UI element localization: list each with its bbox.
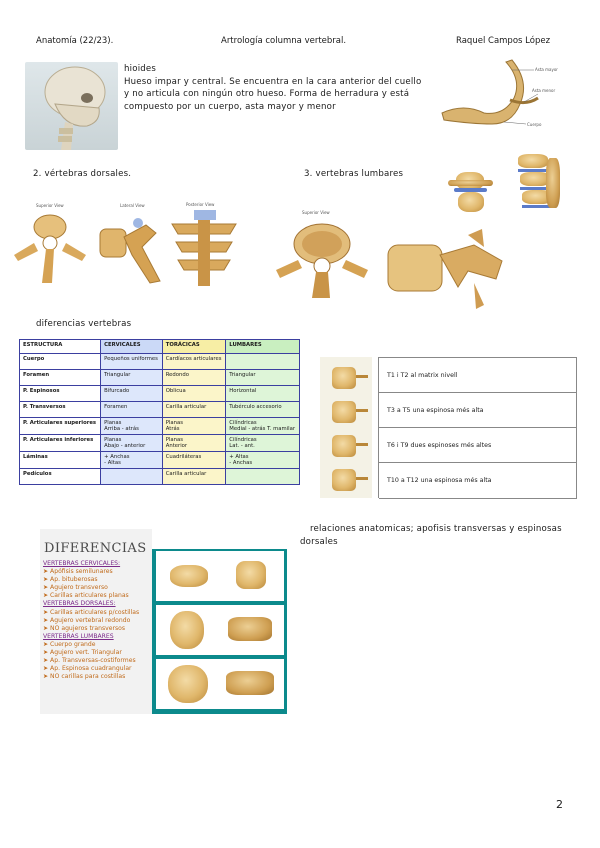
table-cell: Triangular <box>226 370 300 386</box>
thoracic-row: T3 a T5 una espinosa més alta <box>379 393 577 428</box>
thoracic-row: T10 a T12 una espinosa més alta <box>379 463 577 499</box>
differences-item: ➤ Carillas articulares p/costillas <box>43 608 140 616</box>
table-row <box>20 370 300 386</box>
differences-title: DIFERENCIAS <box>44 541 147 556</box>
table-cell <box>101 469 163 485</box>
differences-item: ➤ Agujero transverso <box>43 584 108 592</box>
section-dorsal-title: 2. vértebras dorsales. <box>33 169 132 179</box>
table-cell <box>226 469 300 485</box>
differences-heading: VERTEBRAS LUMBARES <box>43 632 114 640</box>
table-cell: Planas Arriba - atrás <box>101 418 163 435</box>
lumbar-small-image-2 <box>512 152 562 218</box>
header-right: Raquel Campos López <box>456 36 551 46</box>
dorsal-superior-image <box>12 203 88 285</box>
table-header: LUMBARES <box>226 340 300 354</box>
dorsal-lateral-image <box>96 203 162 285</box>
hyoid-title: hioides <box>124 64 157 74</box>
dorsal-images <box>156 605 284 655</box>
differences-heading: VERTEBRAS DORSALES: <box>43 600 116 608</box>
lumbar-lateral-image <box>384 225 504 315</box>
thoracic-row: T6 i T9 dues espinoses més altes <box>379 428 577 463</box>
differences-item: ➤ Ap. bituberosas <box>43 576 98 584</box>
table-cell: Planas Abajo - anterior <box>101 435 163 452</box>
differences-images-panel <box>152 549 287 714</box>
table-cell: Redondo <box>162 370 226 386</box>
thoracic-spine-image <box>320 357 372 498</box>
table-cell: Pequeños uniformes <box>101 354 163 370</box>
table-cell: Cilíndricas Lat. - ant. <box>226 435 300 452</box>
hyoid-bone-image <box>434 58 567 138</box>
dorsal-caption-superior: Superior View <box>36 203 64 208</box>
table-cell: Tubérculo accesorio <box>226 402 300 418</box>
table-cell: Cilíndricas Medial - atrás T. mamilar <box>226 418 300 435</box>
differences-item: ➤ Agujero vertebral redondo <box>43 616 131 624</box>
differences-item: ➤ Ap. Espinosa cuadrangular <box>43 665 132 673</box>
table-cell: + Altas - Anchas <box>226 452 300 469</box>
header-left: Anatomía (22/23). <box>36 36 114 46</box>
hyoid-caption-lesser-horn: Asta menor <box>532 88 556 93</box>
page-number: 2 <box>556 798 563 811</box>
table-row <box>20 402 300 418</box>
table-cell: Carilla articular <box>162 469 226 485</box>
table-cell: Oblicua <box>162 386 226 402</box>
vertebrae-comparison-table <box>19 339 300 485</box>
table-cell: Planas Atrás <box>162 418 226 435</box>
cervical-images <box>156 551 284 601</box>
differences-list <box>43 560 155 681</box>
table-cell: Planas Anterior <box>162 435 226 452</box>
table-cell: Foramen <box>101 402 163 418</box>
section-lumbar-title: 3. vertebras lumbares <box>304 169 404 179</box>
dorsal-posterior-image <box>166 200 242 286</box>
differences-heading: VERTEBRAS CERVICALES: <box>43 560 121 567</box>
differences-item: ➤ Cuerpo grande <box>43 640 96 648</box>
differences-item: ➤ Agujero vert. Triangular <box>43 649 122 657</box>
table-cell: Láminas <box>20 452 101 469</box>
header-center: Artrología columna vertebral. <box>221 36 347 46</box>
differences-item: ➤ NO carillas para costillas <box>43 673 126 681</box>
dorsal-caption-lateral: Lateral View <box>120 203 145 208</box>
table-row <box>20 469 300 485</box>
table-cell: Cuerpo <box>20 354 101 370</box>
differences-item: ➤ Carillas articulares planas <box>43 592 129 600</box>
table-row <box>20 452 300 469</box>
dorsal-caption-posterior: Posterior View <box>186 202 215 207</box>
table-cell: P. Articulares superiores <box>20 418 101 435</box>
skull-image <box>25 62 118 150</box>
table-row <box>20 354 300 370</box>
hyoid-description: Hueso impar y central. Se encuentra en la cara anterior del cuello y no articula con ningún otro hueso. Forma de herradura y está compuesto por un cuerpo, asta mayor y menor <box>124 76 422 112</box>
lumbar-superior-image <box>272 210 372 300</box>
table-cell: Triangular <box>101 370 163 386</box>
hyoid-caption-greater-horn: Asta mayor <box>535 67 558 72</box>
differences-item: ➤ Apófisis semilunares <box>43 568 113 576</box>
table-cell: Cuadriláteras <box>162 452 226 469</box>
thoracic-spinous-table <box>378 357 577 498</box>
table-row <box>20 435 300 452</box>
thoracic-row: T1 i T2 al matrix nivell <box>379 358 577 393</box>
table-header: ESTRUCTURA <box>20 340 101 354</box>
table-header: CERVICALES <box>101 340 163 354</box>
table-row <box>20 418 300 435</box>
section-relations-title: relaciones anatomicas; apofisis transversas y espinosas dorsales <box>300 524 562 547</box>
table-cell: P. Transversos <box>20 402 101 418</box>
differences-item: ➤ NO agujeros transversos <box>43 624 126 632</box>
table-cell: P. Articulares inferiores <box>20 435 101 452</box>
table-cell: Pedículos <box>20 469 101 485</box>
lumbar-caption-superior: Superior View <box>302 210 330 215</box>
section-differences-title: diferencias vertebras <box>36 319 132 329</box>
table-cell: Bífurcado <box>101 386 163 402</box>
lumbar-images <box>156 659 284 709</box>
table-row <box>20 386 300 402</box>
lumbar-small-image-1 <box>444 160 497 216</box>
table-cell: Cardíacos articulares <box>162 354 226 370</box>
table-cell: Carilla articular <box>162 402 226 418</box>
differences-item: ➤ Ap. Transversas-costiformes <box>43 657 136 665</box>
table-header: TORÁCICAS <box>162 340 226 354</box>
table-cell: P. Espinosos <box>20 386 101 402</box>
table-cell <box>226 354 300 370</box>
table-cell: Foramen <box>20 370 101 386</box>
table-cell: Horizontal <box>226 386 300 402</box>
table-cell: + Anchas - Altas <box>101 452 163 469</box>
hyoid-caption-body: Cuerpo <box>527 122 542 127</box>
differences-panel <box>40 529 287 714</box>
